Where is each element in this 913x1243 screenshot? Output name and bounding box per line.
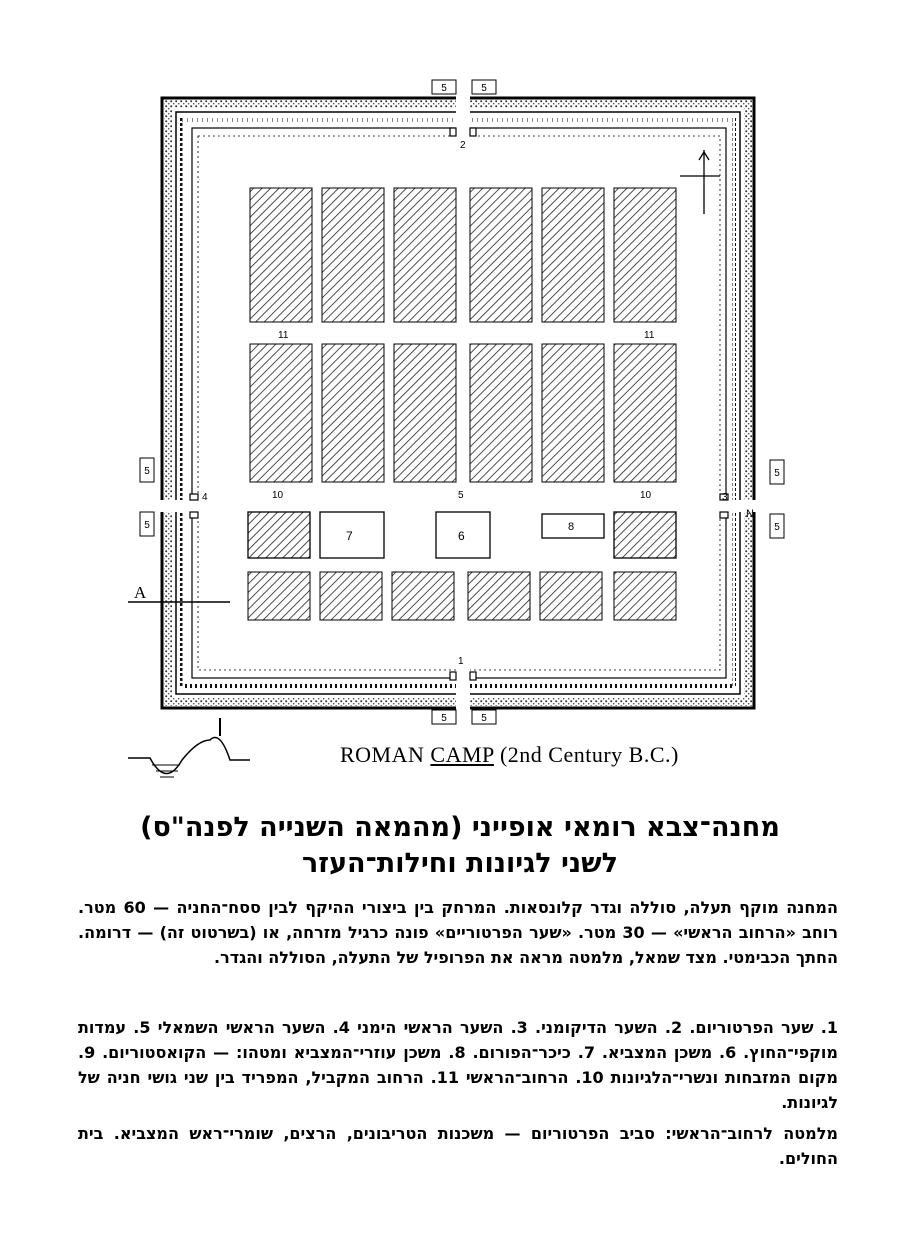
outpost-label: 5 xyxy=(144,466,150,477)
outpost-box xyxy=(140,512,154,536)
label-parallel-street-left: 11 xyxy=(278,330,289,341)
north-label: N xyxy=(746,508,754,520)
section-label: A xyxy=(134,583,147,602)
label-gate-2: 2 xyxy=(460,140,466,151)
label-main-street: 5 xyxy=(458,490,464,501)
legion-blocks-middle xyxy=(250,344,676,482)
tent-block xyxy=(614,572,676,620)
caption-underlined: CAMP xyxy=(430,742,494,767)
label-street-10-right: 10 xyxy=(640,490,652,501)
label-praetorium: 6 xyxy=(458,529,465,543)
outpost-box xyxy=(472,710,496,724)
legion-blocks-lower xyxy=(248,572,676,620)
legion-blocks-upper xyxy=(250,188,676,322)
additional-notes-paragraph: מלמטה לרחוב־הראשי: סביב הפרטוריום — משכנות הטריבונים, הרצים, שומרי־ראש המצביא. בית החולים. xyxy=(78,1124,838,1168)
tent-block xyxy=(614,188,676,322)
legend-paragraph: 1. שער הפרטוריום. 2. השער הדיקומני. 3. השער הראשי הימני 4. השער הראשי השמאלי 5. עמדות מוקפי־החוץ. 6. משכן המצביא. 7. כיכר־הפורום. 8. משכן עוזרי־המצביא ומטהו: — הקואסטוריום. 9. מקום המזבחות ונשרי־הלגיונות 10. הרחוב־הראשי 11. הרחוב המקביל, המפריד בין שני גושי חניה של לגיונות. xyxy=(78,1018,839,1112)
tent-block xyxy=(250,344,312,482)
label-gate-4: 4 xyxy=(202,492,208,503)
tent-block xyxy=(542,344,604,482)
outpost-box xyxy=(472,80,496,94)
label-street-10-left: 10 xyxy=(272,490,284,501)
label-parallel-street-right: 11 xyxy=(644,330,655,341)
tent-block xyxy=(394,344,456,482)
tent-block xyxy=(540,572,602,620)
label-gate-1: 1 xyxy=(458,656,464,667)
caption-prefix: ROMAN xyxy=(340,742,425,767)
outpost-label: 5 xyxy=(441,713,447,724)
hebrew-title-line-2: לשני לגיונות וחילות־העזר xyxy=(302,848,618,879)
description-paragraph: המחנה מוקף תעלה, סוללה וגדר קלונסאות. המרחק בין ביצורי ההיקף לבין ססח־החניה — 60 מטר. רוחב «הרחוב הראשי» — 30 מטר. «שער הפרטוריים» פונה כרגיל מזרחה, או (בשרטוט זה) — דרומה. החתך הכבימטי. מצד שמאל, מלמטה מראה את הפרופיל של התעלה, הסוללה והגדר. xyxy=(78,898,838,967)
tent-block xyxy=(250,188,312,322)
section-line-a xyxy=(128,583,230,602)
tent-block xyxy=(248,512,310,558)
label-quaestorium: 8 xyxy=(568,521,575,533)
tent-block xyxy=(542,188,604,322)
tent-block xyxy=(322,344,384,482)
label-gate-3: 3 xyxy=(722,492,728,503)
outpost-box xyxy=(140,458,154,482)
tent-block xyxy=(320,572,382,620)
hebrew-title-line-1: מחנה־צבא רומאי אופייני (מהמאה השנייה לפנה"ס) xyxy=(140,812,780,843)
north-arrow xyxy=(680,150,720,214)
outpost-label: 5 xyxy=(144,520,150,531)
tent-block xyxy=(470,188,532,322)
tent-block xyxy=(394,188,456,322)
outpost-label: 5 xyxy=(774,522,780,533)
plan-caption xyxy=(340,742,679,768)
outpost-label: 5 xyxy=(774,468,780,479)
outpost-label: 5 xyxy=(481,713,487,724)
outpost-box xyxy=(432,80,456,94)
tent-block xyxy=(248,572,310,620)
tent-block xyxy=(392,572,454,620)
tent-block xyxy=(614,344,676,482)
outpost-box xyxy=(770,460,784,484)
caption-suffix: (2nd Century B.C.) xyxy=(499,742,679,767)
label-forum: 7 xyxy=(346,529,353,543)
tent-block xyxy=(470,344,532,482)
tent-block xyxy=(614,512,676,558)
tent-block xyxy=(322,188,384,322)
tent-block xyxy=(468,572,530,620)
outpost-label: 5 xyxy=(481,83,487,94)
outpost-label: 5 xyxy=(441,83,447,94)
outpost-box xyxy=(770,514,784,538)
outpost-box xyxy=(432,710,456,724)
ditch-rampart-profile xyxy=(128,718,250,777)
